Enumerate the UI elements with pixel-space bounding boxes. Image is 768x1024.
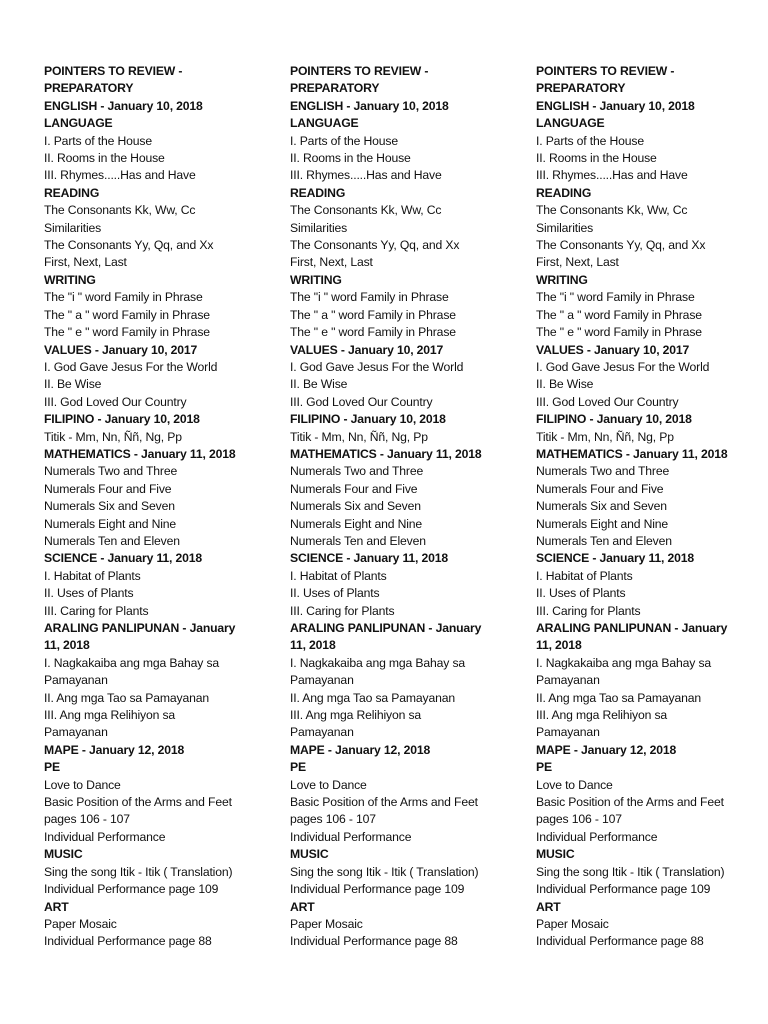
section-heading: SCIENCE - January 11, 2018 [290,551,449,566]
section-heading: ARALING PANLIPUNAN - January [290,621,482,635]
section-heading: FILIPINO - January 10, 2018 [44,412,200,427]
review-item: III. Ang mga Relihiyon sa [44,708,176,723]
review-item: II. Ang mga Tao sa Pamayanan [536,690,701,705]
review-item: The Consonants Kk, Ww, Cc [290,203,442,218]
review-item: I. Habitat of Plants [44,568,141,583]
review-item: Pamayanan [536,673,600,688]
section-heading: WRITING [290,272,342,287]
review-item: II. Uses of Plants [536,586,626,601]
section-heading: FILIPINO - January 10, 2018 [536,412,692,427]
review-item: The " e " word Family in Phrase [44,325,210,340]
review-item: The "i " word Family in Phrase [536,290,695,305]
review-item: Love to Dance [44,777,121,792]
review-item: I. Nagkakaiba ang mga Bahay sa [44,655,220,670]
review-item: The " a " word Family in Phrase [44,307,210,322]
section-heading: PREPARATORY [290,81,380,96]
review-item: Paper Mosaic [290,916,363,931]
review-item: Similarities [44,220,102,235]
section-heading: POINTERS TO REVIEW - [290,64,429,78]
review-item: First, Next, Last [290,255,373,270]
review-item: First, Next, Last [536,255,619,270]
review-item: Numerals Six and Seven [290,499,421,514]
review-item: Individual Performance page 88 [290,934,458,949]
review-item: Paper Mosaic [536,916,609,931]
review-item: Individual Performance [536,829,658,844]
review-item: The " a " word Family in Phrase [536,307,702,322]
review-item: The Consonants Kk, Ww, Cc [536,203,688,218]
section-heading: PE [536,760,552,775]
review-item: Numerals Ten and Eleven [290,533,426,548]
review-item: The "i " word Family in Phrase [44,290,203,305]
section-heading: MATHEMATICS - January 11, 2018 [536,446,728,461]
section-heading: ART [44,899,69,914]
review-item: III. Ang mga Relihiyon sa [536,708,668,723]
review-item: The " a " word Family in Phrase [290,307,456,322]
review-item: Numerals Eight and Nine [44,516,177,531]
review-item: The Consonants Yy, Qq, and Xx [44,238,214,253]
review-item: The Consonants Yy, Qq, and Xx [290,238,460,253]
review-item: I. God Gave Jesus For the World [290,359,464,374]
review-item: Numerals Ten and Eleven [536,533,672,548]
section-heading: VALUES - January 10, 2017 [290,342,444,357]
review-item: III. Caring for Plants [536,603,641,618]
review-item: Sing the song Itik - Itik ( Translation) [290,864,479,879]
review-item: Numerals Four and Five [536,481,664,496]
review-item: Numerals Eight and Nine [536,516,669,531]
section-heading: ENGLISH - January 10, 2018 [536,98,695,113]
review-item: Pamayanan [290,673,354,688]
review-item: The Consonants Yy, Qq, and Xx [536,238,706,253]
review-item: I. Parts of the House [290,133,398,148]
review-item: Basic Position of the Arms and Feet [290,795,478,810]
review-item: Numerals Six and Seven [44,499,175,514]
section-heading: 11, 2018 [536,638,582,653]
review-item: Individual Performance page 109 [290,882,465,897]
review-item: II. Rooms in the House [44,151,165,166]
section-heading: LANGUAGE [44,116,113,131]
review-item: pages 106 - 107 [536,812,622,827]
review-item: III. Rhymes.....Has and Have [290,168,442,183]
section-heading: WRITING [44,272,96,287]
section-heading: MAPE - January 12, 2018 [290,742,431,757]
section-heading: ART [536,899,561,914]
section-heading: VALUES - January 10, 2017 [44,342,198,357]
review-item: II. Rooms in the House [290,151,411,166]
review-item: Titik - Mm, Nn, Ññ, Ng, Pp [290,429,428,444]
section-heading: SCIENCE - January 11, 2018 [536,551,695,566]
review-item: I. Nagkakaiba ang mga Bahay sa [290,655,466,670]
section-heading: LANGUAGE [536,116,605,131]
review-column-3 [536,63,758,951]
review-item: Numerals Two and Three [290,464,424,479]
review-item: Love to Dance [536,777,613,792]
section-heading: VALUES - January 10, 2017 [536,342,690,357]
section-heading: PREPARATORY [44,81,134,96]
review-item: III. God Loved Our Country [536,394,679,409]
review-item: Numerals Two and Three [44,464,178,479]
review-item: The Consonants Kk, Ww, Cc [44,203,196,218]
section-heading: 11, 2018 [44,638,90,653]
section-heading: MATHEMATICS - January 11, 2018 [290,446,482,461]
review-item: III. Caring for Plants [290,603,395,618]
review-item: Love to Dance [290,777,367,792]
review-item: I. God Gave Jesus For the World [44,359,218,374]
review-item: Numerals Ten and Eleven [44,533,180,548]
section-heading: FILIPINO - January 10, 2018 [290,412,446,427]
review-item: III. Rhymes.....Has and Have [44,168,196,183]
review-column-2 [290,63,512,951]
review-item: Pamayanan [536,725,600,740]
section-heading: PE [290,760,306,775]
section-heading: POINTERS TO REVIEW - [536,64,675,78]
section-heading: ART [290,899,315,914]
review-item: Pamayanan [290,725,354,740]
review-item: pages 106 - 107 [290,812,376,827]
section-heading: MUSIC [536,847,575,862]
review-item: I. Habitat of Plants [536,568,633,583]
review-item: Pamayanan [44,673,108,688]
review-item: Numerals Six and Seven [536,499,667,514]
review-item: Paper Mosaic [44,916,117,931]
review-item: III. Ang mga Relihiyon sa [290,708,422,723]
review-item: II. Be Wise [536,377,594,392]
review-item: Basic Position of the Arms and Feet [44,795,232,810]
section-heading: MAPE - January 12, 2018 [536,742,677,757]
review-item: Individual Performance page 88 [536,934,704,949]
review-item: Titik - Mm, Nn, Ññ, Ng, Pp [44,429,182,444]
review-item: II. Be Wise [290,377,348,392]
review-item: II. Rooms in the House [536,151,657,166]
review-item: I. Habitat of Plants [290,568,387,583]
review-item: II. Uses of Plants [290,586,380,601]
review-item: III. Rhymes.....Has and Have [536,168,688,183]
review-item: The " e " word Family in Phrase [536,325,702,340]
review-item: II. Ang mga Tao sa Pamayanan [290,690,455,705]
review-item: Numerals Eight and Nine [290,516,423,531]
section-heading: READING [44,185,100,200]
review-item: Individual Performance page 109 [44,882,219,897]
review-item: III. God Loved Our Country [44,394,187,409]
review-item: Individual Performance [290,829,412,844]
section-heading: WRITING [536,272,588,287]
section-heading: SCIENCE - January 11, 2018 [44,551,203,566]
review-item: Numerals Two and Three [536,464,670,479]
section-heading: ARALING PANLIPUNAN - January [44,621,236,635]
section-heading: READING [290,185,346,200]
section-heading: POINTERS TO REVIEW - [44,64,183,78]
section-heading: 11, 2018 [290,638,336,653]
section-heading: ENGLISH - January 10, 2018 [290,98,449,113]
section-heading: MUSIC [290,847,329,862]
review-item: Individual Performance page 109 [536,882,711,897]
section-heading: PE [44,760,60,775]
review-item: The "i " word Family in Phrase [290,290,449,305]
review-item: II. Be Wise [44,377,102,392]
review-item: II. Ang mga Tao sa Pamayanan [44,690,209,705]
review-item: Numerals Four and Five [44,481,172,496]
review-item: I. Parts of the House [536,133,644,148]
section-heading: READING [536,185,592,200]
review-column-1 [44,63,266,951]
section-heading: ENGLISH - January 10, 2018 [44,98,203,113]
review-item: Similarities [536,220,594,235]
section-heading: PREPARATORY [536,81,626,96]
review-item: The " e " word Family in Phrase [290,325,456,340]
review-item: First, Next, Last [44,255,127,270]
review-item: Numerals Four and Five [290,481,418,496]
review-item: Individual Performance [44,829,166,844]
review-item: Titik - Mm, Nn, Ññ, Ng, Pp [536,429,674,444]
section-heading: MAPE - January 12, 2018 [44,742,185,757]
review-item: Individual Performance page 88 [44,934,212,949]
review-item: I. Parts of the House [44,133,152,148]
section-heading: LANGUAGE [290,116,359,131]
section-heading: MUSIC [44,847,83,862]
section-heading: MATHEMATICS - January 11, 2018 [44,446,236,461]
review-item: Basic Position of the Arms and Feet [536,795,724,810]
review-item: I. God Gave Jesus For the World [536,359,710,374]
review-item: pages 106 - 107 [44,812,130,827]
review-item: Sing the song Itik - Itik ( Translation) [536,864,725,879]
review-item: I. Nagkakaiba ang mga Bahay sa [536,655,712,670]
review-item: II. Uses of Plants [44,586,134,601]
review-item: Similarities [290,220,348,235]
review-item: Pamayanan [44,725,108,740]
review-item: III. God Loved Our Country [290,394,433,409]
section-heading: ARALING PANLIPUNAN - January [536,621,728,635]
review-item: Sing the song Itik - Itik ( Translation) [44,864,233,879]
review-item: III. Caring for Plants [44,603,149,618]
